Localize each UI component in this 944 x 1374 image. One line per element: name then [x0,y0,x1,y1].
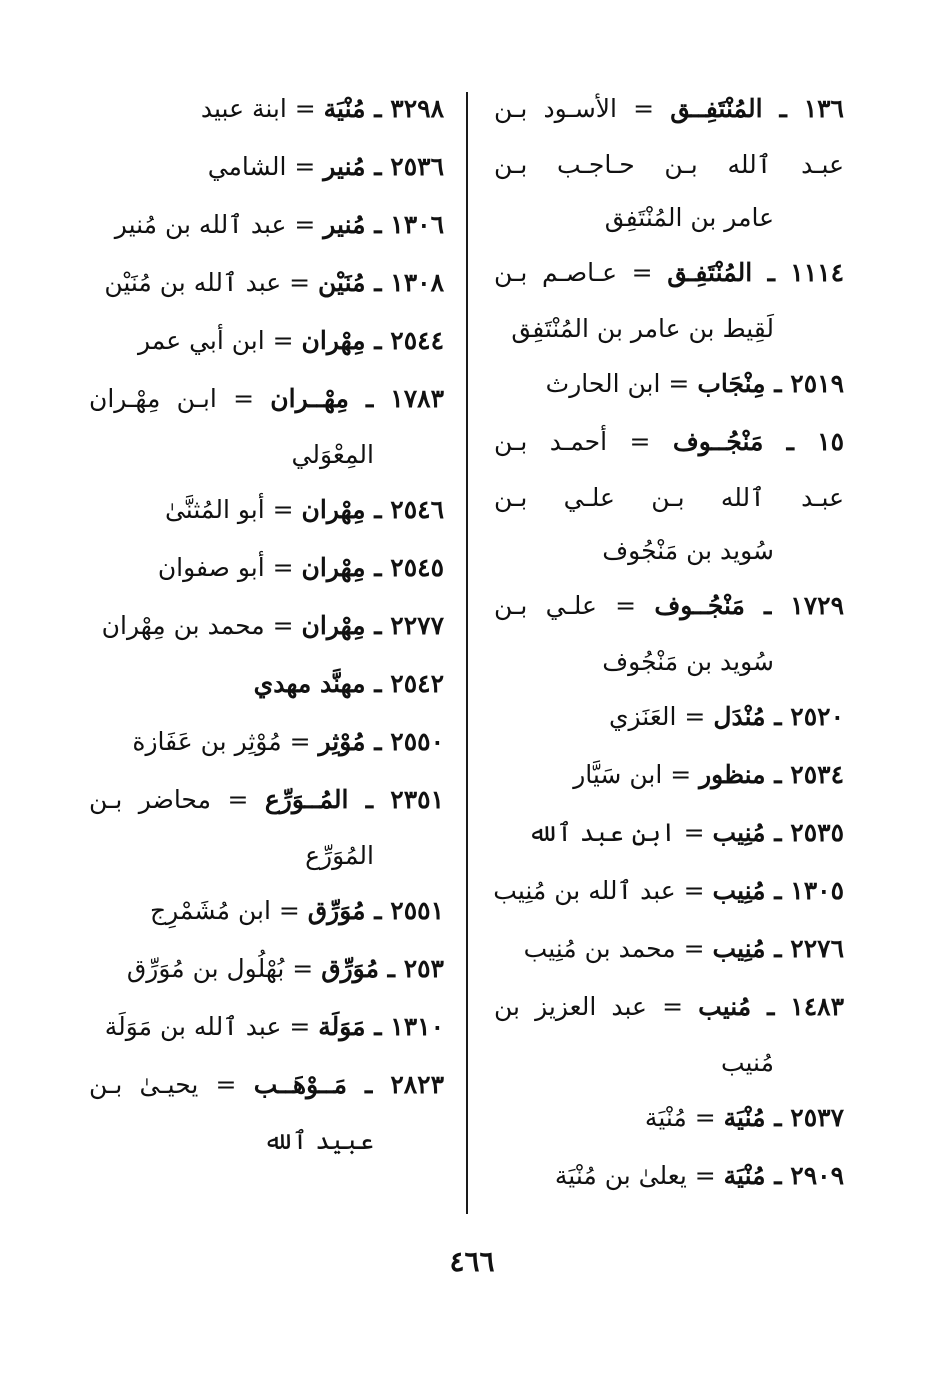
entry-value: ابن الحارث [545,369,661,398]
entry-value: عبد ٱلله بن مُنَيْن [104,268,282,297]
entry-name: مُوَرِّق [321,954,379,983]
entry-line: ٣٢٩٨ ـ مُنْيَة = ابنة عبيد [200,94,444,123]
entry-line: ٢٩٠٩ ـ مُنْيَة = يعلىٰ بن مُنْيَة [554,1161,844,1190]
index-entry [89,940,444,998]
index-entry [494,244,844,355]
entry-number: ١٤٨٣ [790,992,844,1021]
entry-value: ابـن مِهْـران [89,384,217,413]
entry-name: مُنيب [698,992,752,1021]
entry-value: بُهْلُول بن مُوَرِّق [126,954,285,983]
index-entry [494,804,844,862]
entry-continuation: المُوَرِّع [305,841,374,870]
entry-number: ٢٥٣٤ [790,760,844,789]
index-entry [494,920,844,978]
entry-number: ١٧٢٩ [790,591,844,620]
entry-value: عبد ٱلله بن مُنِيب [493,876,676,905]
entry-line: ١٧٨٣ ـ مِهْــران = ابـن مِهْـران [89,384,444,413]
entry-line: ١١١٤ ـ المُنْتَفِـق = عـاصـم بـن [494,258,845,287]
index-entry [89,254,444,312]
entry-continuation: مُنيب [720,1048,774,1077]
entry-value: ابنة عبيد [200,94,287,123]
entry-line: ٢٥٢٠ ـ مُنْدَل = العَنَزي [608,702,844,731]
entry-number: ٢٨٢٣ [390,1070,445,1099]
index-entry [494,746,844,804]
entry-number: ٢٥٣٦ [390,152,444,181]
index-entry [89,998,444,1056]
entry-name: مُنِيب [712,818,766,847]
entry-name: مِهْــران [270,384,349,413]
entry-line: ٢٨٢٣ ـ مَــوْهَــب = يحيـىٰ بـن [89,1070,445,1099]
entry-number: ٢٥٥٠ [390,727,444,756]
index-entry [494,577,844,688]
entry-name: المُنْتَفِــق [670,94,763,123]
entry-number: ٢٥٤٥ [390,553,444,582]
entry-line: ٢٥٣٥ ـ مُنِيب = ابن عبد ٱلله [527,818,844,847]
entry-name: مُنِيب [712,876,766,905]
entry-number: ٢٥٤٢ [390,669,444,698]
entry-value: ابن أبي عمر [137,326,265,355]
index-entry [494,978,844,1089]
entry-value: يحيـىٰ بـن [89,1070,199,1099]
entry-value: عبد العزيز بن [494,992,647,1021]
entry-value: مُنْيَة [644,1103,687,1132]
entry-number: ٢٩٠٩ [790,1161,844,1190]
entry-value: يعلىٰ بن مُنْيَة [554,1161,687,1190]
entry-line: ٢٥٤٢ ـ مهنَّد مهدي [253,669,444,698]
entry-value: الأسـود بـن [494,94,617,123]
entry-line: ٢٥٥١ ـ مُوَرِّق = ابن مُشَمْرِج [149,896,444,925]
entry-line: ٢٥٤٥ ـ مِهْران = أبو صفوان [157,553,444,582]
entry-value: مُوْثِر بن عَفَازة [132,727,282,756]
entry-number: ١٣٠٨ [390,268,444,297]
entry-name: مُنْيَة [723,1103,766,1132]
entry-name: مُوْثِر [318,727,366,756]
entry-value: علـي بـن [494,591,597,620]
entry-number: ١١١٤ [790,258,845,287]
entry-value: أبو صفوان [157,553,265,582]
entry-line: ٢٥٣٤ ـ منظور = ابن سَيَّار [573,760,844,789]
entry-number: ٢٣٥١ [390,785,444,814]
entry-number: ٢٥٣٧ [790,1103,844,1132]
left-index-column [89,80,444,1167]
entry-number: ١٧٨٣ [390,384,444,413]
entry-number: ١٣١٠ [390,1012,444,1041]
entry-line: ٢٥٣٧ ـ مُنْيَة = مُنْيَة [644,1103,844,1132]
entry-continuation: سُويد بن مَنْجُوف [602,647,774,676]
entry-name: مُنِيب [712,934,766,963]
entry-name: مِهْران [301,326,366,355]
index-entry [89,539,444,597]
entry-name: منظور [699,760,766,789]
index-entry [89,713,444,771]
entry-number: ٢٥٣ [403,954,444,983]
index-entry [89,597,444,655]
entry-line: ١٧٢٩ ـ مَنْجُــوف = علـي بـن [494,591,844,620]
entry-name: مَنْجُــوف [672,427,764,456]
entry-value: ابن عبد ٱلله [527,818,676,847]
index-entry [494,1147,844,1205]
entry-line: ٢٣٥١ ـ المُــوَرِّع = محاضر بـن [89,785,444,814]
entry-value: محاضر بـن [89,785,211,814]
entry-number: ٢٢٧٦ [790,934,844,963]
entry-continuation: سُويد بن مَنْجُوف [602,536,774,565]
entry-line: ٢٥١٩ ـ مِنْجَاب = ابن الحارث [545,369,844,398]
entry-line: ٢٢٧٦ ـ مُنِيب = محمد بن مُنِيب [523,934,844,963]
entry-value: الشامي [207,152,287,181]
index-entry [494,688,844,746]
index-entry [89,80,444,138]
index-entry [89,655,444,713]
entry-line: ١٥ ـ مَنْجُــوف = أحمـد بـن [494,427,845,456]
entry-number: ١٣٠٦ [390,210,444,239]
index-entry [89,882,444,940]
entry-name: مُوَرِّق [307,896,366,925]
entry-line: ١٤٨٣ ـ مُنيب = عبد العزيز بن [494,992,844,1021]
right-index-column [494,80,844,1205]
entry-name: مَنْجُــوف [654,591,745,620]
entry-name: مُنير [323,210,366,239]
entry-number: ٢٥٤٤ [390,326,444,355]
entry-line: ٢٥٤٦ ـ مِهْران = أبو المُثنَّىٰ [164,495,444,524]
index-entry [89,1056,444,1167]
index-entry [494,1089,844,1147]
entry-name: مِهْران [301,495,366,524]
entry-value: عبد ٱلله بن مُنير [114,210,287,239]
entry-number: ١٣٦ [803,94,844,123]
column-divider [466,92,468,1214]
index-entry [89,481,444,539]
entry-name: مُنْيَة [323,94,366,123]
index-entry [89,771,444,882]
entry-number: ٢٥٣٥ [790,818,844,847]
entry-number: ٢٢٧٧ [390,611,444,640]
entry-name: مُنْدَل [713,702,766,731]
entry-number: ٢٥٢٠ [790,702,844,731]
entry-line: ٢٥٣ ـ مُوَرِّق = بُهْلُول بن مُوَرِّق [126,954,444,983]
entry-number: ٢٥٤٦ [390,495,444,524]
index-entry [494,355,844,413]
entry-name: مُنْيَة [723,1161,766,1190]
index-entry [89,370,444,481]
index-entry [89,312,444,370]
index-entry [494,413,844,577]
entry-name: مِنْجَاب [697,369,766,398]
entry-value: ابن مُشَمْرِج [149,896,271,925]
entry-name: مُنير [323,152,366,181]
entry-line: ١٣٠٥ ـ مُنِيب = عبد ٱلله بن مُنِيب [493,876,844,905]
entry-continuation: عبـد ٱلله بـن حـاجـب بـن [494,150,844,179]
entry-name: مَوَلَة [318,1012,366,1041]
entry-name: مِهْران [301,553,366,582]
entry-name: مهنَّد مهدي [253,669,366,698]
index-entry [89,196,444,254]
entry-number: ١٣٠٥ [790,876,844,905]
entry-value: محمد بن مِهْران [101,611,265,640]
entry-name: مَــوْهَــب [253,1070,348,1099]
entry-line: ١٣٠٦ ـ مُنير = عبد ٱلله بن مُنير [114,210,444,239]
index-entry [494,80,844,244]
entry-continuation: لَقِيط بن عامر بن المُنْتَفِق [511,314,774,343]
entry-line: ٢٢٧٧ ـ مِهْران = محمد بن مِهْران [101,611,444,640]
entry-name: المُــوَرِّع [264,785,349,814]
entry-number: ٢٥١٩ [790,369,844,398]
entry-name: مِهْران [301,611,366,640]
entry-value: العَنَزي [608,702,677,731]
entry-number: ٣٢٩٨ [390,94,444,123]
entry-value: محمد بن مُنِيب [523,934,676,963]
entry-continuation: عامر بن المُنْتَفِق [604,203,774,232]
entry-line: ٢٥٥٠ ـ مُوْثِر = مُوْثِر بن عَفَازة [132,727,444,756]
entry-line: ٢٥٣٦ ـ مُنير = الشامي [207,152,444,181]
index-entry [89,138,444,196]
entry-name: المُنْتَفِـق [667,258,753,287]
entry-value: أحمـد بـن [494,427,608,456]
entry-continuation: عبـد ٱلله بـن علـي بـن [494,483,844,512]
index-entry [494,862,844,920]
page-number: ٤٦٦ [449,1245,495,1278]
entry-value: عـاصـم بـن [494,258,617,287]
entry-number: ٢٥٥١ [390,896,444,925]
entry-value: ابن سَيَّار [573,760,663,789]
entry-continuation: عبيد ٱلله [263,1126,374,1155]
entry-number: ١٥ [817,427,845,456]
entry-value: عبد ٱلله بن مَوَلَة [104,1012,282,1041]
entry-line: ١٣١٠ ـ مَوَلَة = عبد ٱلله بن مَوَلَة [104,1012,444,1041]
entry-continuation: المِعْوَلي [291,440,374,469]
entry-line: ١٣٦ ـ المُنْتَفِــق = الأسـود بـن [494,94,844,123]
entry-name: مُنَيْن [318,268,366,297]
entry-line: ١٣٠٨ ـ مُنَيْن = عبد ٱلله بن مُنَيْن [104,268,444,297]
entry-value: أبو المُثنَّىٰ [164,495,265,524]
entry-line: ٢٥٤٤ ـ مِهْران = ابن أبي عمر [137,326,444,355]
